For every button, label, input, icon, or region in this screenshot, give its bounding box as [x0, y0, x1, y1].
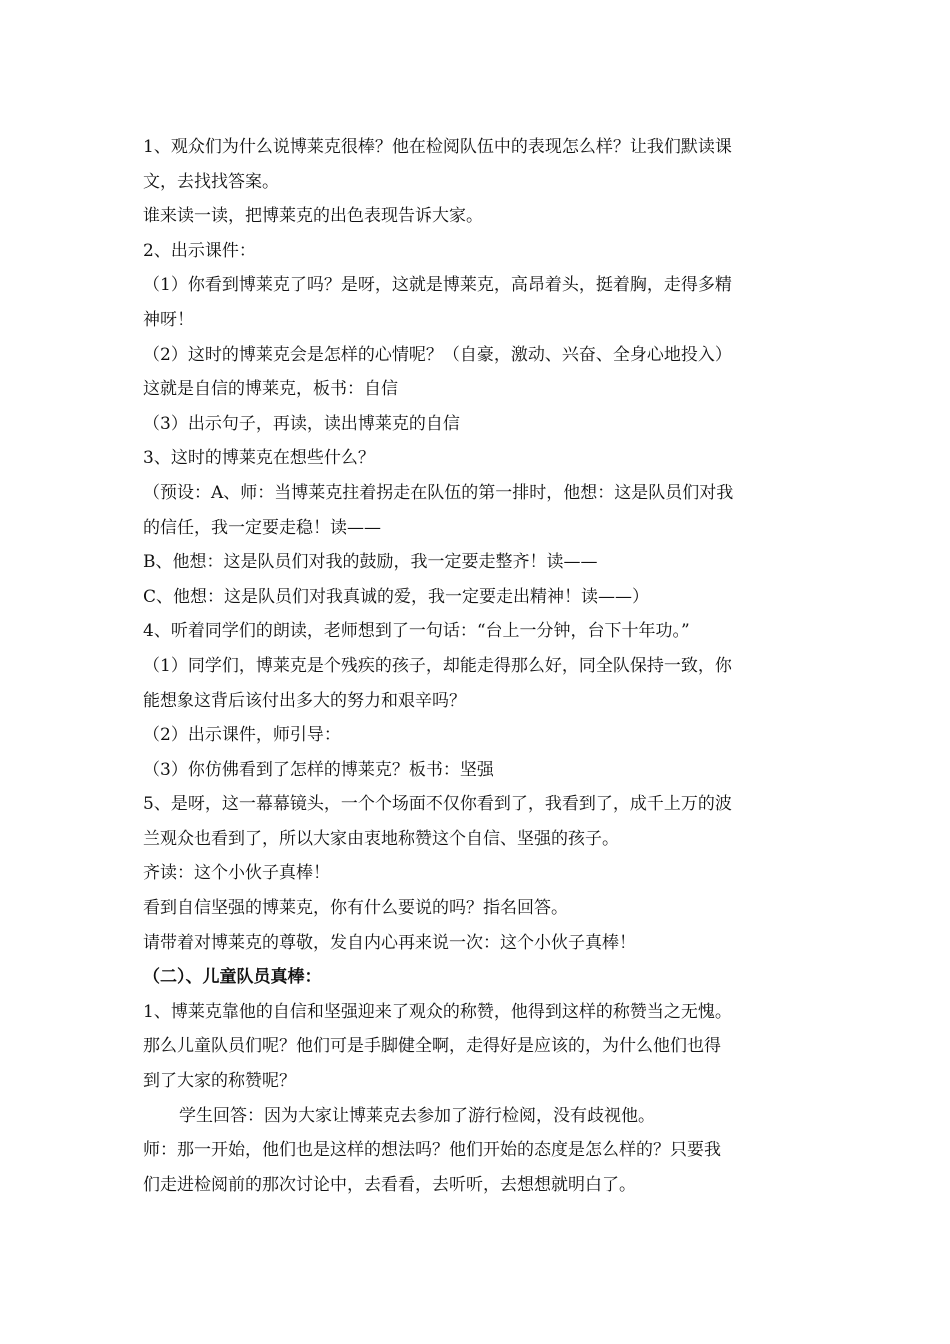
paragraph-line: 兰观众也看到了，所以大家由衷地称赞这个自信、坚强的孩子。: [143, 828, 619, 849]
paragraph-line: （3）出示句子，再读，读出博莱克的自信: [143, 413, 460, 434]
paragraph-line: （2）这时的博莱克会是怎样的心情呢？（自豪，激动、兴奋、全身心地投入）: [143, 344, 732, 365]
paragraph-line: 看到自信坚强的博莱克，你有什么要说的吗？指名回答。: [143, 898, 568, 919]
paragraph-line: 1、博莱克靠他的自信和坚强迎来了观众的称赞，他得到这样的称赞当之无愧。: [143, 1001, 732, 1022]
paragraph-line: （2）出示课件，师引导：: [143, 725, 341, 746]
paragraph-line: 能想象这背后该付出多大的努力和艰辛吗？: [143, 690, 466, 711]
paragraph-line: 神呀！: [143, 309, 194, 330]
paragraph-line: 们走进检阅前的那次讨论中，去看看，去听听，去想想就明白了。: [143, 1174, 636, 1195]
section-heading: （二）、儿童队员真棒：: [143, 967, 322, 988]
paragraph-line: 5、是呀，这一幕幕镜头，一个个场面不仅你看到了，我看到了，成千上万的波: [143, 794, 732, 815]
paragraph-line: 4、听着同学们的朗读，老师想到了一句话：“台上一分钟，台下十年功。”: [143, 621, 690, 642]
paragraph-line: （预设：A、师：当博莱克拄着拐走在队伍的第一排时，他想：这是队员们对我: [143, 482, 734, 503]
paragraph-line: （1）你看到博莱克了吗？是呀，这就是博莱克，高昂着头，挺着胸，走得多精: [143, 275, 732, 296]
paragraph-line: 1、观众们为什么说博莱克很棒？他在检阅队伍中的表现怎么样？让我们默读课: [143, 137, 732, 157]
paragraph-line: 师：那一开始，他们也是这样的想法吗？他们开始的态度是怎么样的？只要我: [143, 1140, 721, 1161]
paragraph-line: 到了大家的称赞呢？: [143, 1071, 296, 1092]
paragraph-line: 这就是自信的博莱克，板书：自信: [143, 379, 398, 400]
document-page: [143, 130, 823, 1202]
paragraph-line: 那么儿童队员们呢？他们可是手脚健全啊，走得好是应该的，为什么他们也得: [143, 1036, 721, 1057]
paragraph-line: （3）你仿佛看到了怎样的博莱克？板书：坚强: [143, 759, 494, 780]
paragraph-line: 2、出示课件：: [143, 240, 256, 261]
paragraph-line: （1）同学们，博莱克是个残疾的孩子，却能走得那么好，同全队保持一致，你: [143, 655, 732, 676]
paragraph-line: C、他想：这是队员们对我真诚的爱，我一定要走出精神！读——）: [143, 586, 650, 607]
paragraph-line: 的信任，我一定要走稳！读——: [143, 517, 381, 538]
paragraph-line: 文，去找找答案。: [143, 171, 279, 192]
paragraph-line: 齐读：这个小伙子真棒！: [143, 863, 330, 884]
paragraph-line: 谁来读一读，把博莱克的出色表现告诉大家。: [143, 206, 483, 227]
paragraph-line: B、他想：这是队员们对我的鼓励，我一定要走整齐！读——: [143, 552, 598, 573]
paragraph-line: 3、这时的博莱克在想些什么？: [143, 448, 375, 469]
paragraph-line: 学生回答：因为大家让博莱克去参加了游行检阅，没有歧视他。: [179, 1105, 655, 1126]
paragraph-line: 请带着对博莱克的尊敬，发自内心再来说一次：这个小伙子真棒！: [143, 932, 636, 953]
